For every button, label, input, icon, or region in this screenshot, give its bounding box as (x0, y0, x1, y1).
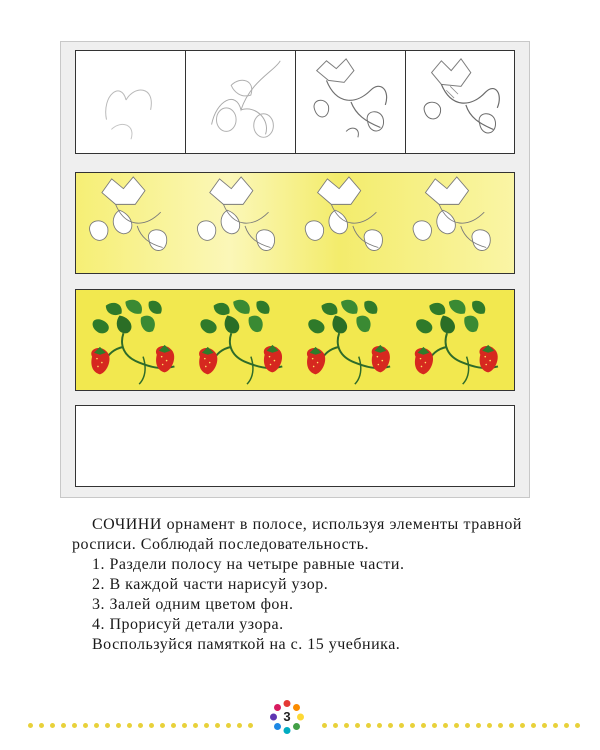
sketch-stage-3-drawing (296, 51, 406, 153)
sketch-stage-1 (76, 51, 186, 153)
sketch-stage-3 (296, 51, 406, 153)
task-step: 3. Залей одним цветом фон. (92, 596, 294, 613)
task-step: 1. Раздели полосу на четыре равные части. (92, 556, 405, 573)
task-note: Воспользуйся памяткой на с. 15 учебника. (92, 636, 401, 653)
sketch-stage-4 (406, 51, 516, 153)
task-text (72, 515, 522, 655)
page-number: 3 (277, 707, 297, 727)
sketch-stage-1-drawing (76, 51, 186, 153)
task-steps (72, 555, 522, 635)
task-intro (72, 515, 522, 555)
task-highlight: СОЧИНИ (92, 516, 162, 533)
sketch-stage-4-drawing (406, 51, 516, 153)
empty-drawing-strip (75, 405, 515, 487)
strawberry-ornament-strip (75, 289, 515, 391)
footer-dots-right (322, 715, 586, 721)
task-step: 2. В каждой части нарисуй узор. (92, 576, 329, 593)
sketch-stage-2-drawing (186, 51, 296, 153)
footer-dots-left (28, 715, 259, 721)
sketch-strip (75, 50, 515, 154)
yellow-background-strip (75, 172, 515, 274)
task-intro-text: орнамент в полосе, используя элементы травной росписи. Соблюдай последовательность. (72, 516, 522, 553)
task-step: 4. Прорисуй детали узора. (92, 616, 284, 633)
illustration-panel (60, 41, 530, 498)
sketch-stage-2 (186, 51, 296, 153)
strawberry-ornament-drawing (76, 290, 516, 390)
yellow-strip-drawing (76, 173, 516, 273)
